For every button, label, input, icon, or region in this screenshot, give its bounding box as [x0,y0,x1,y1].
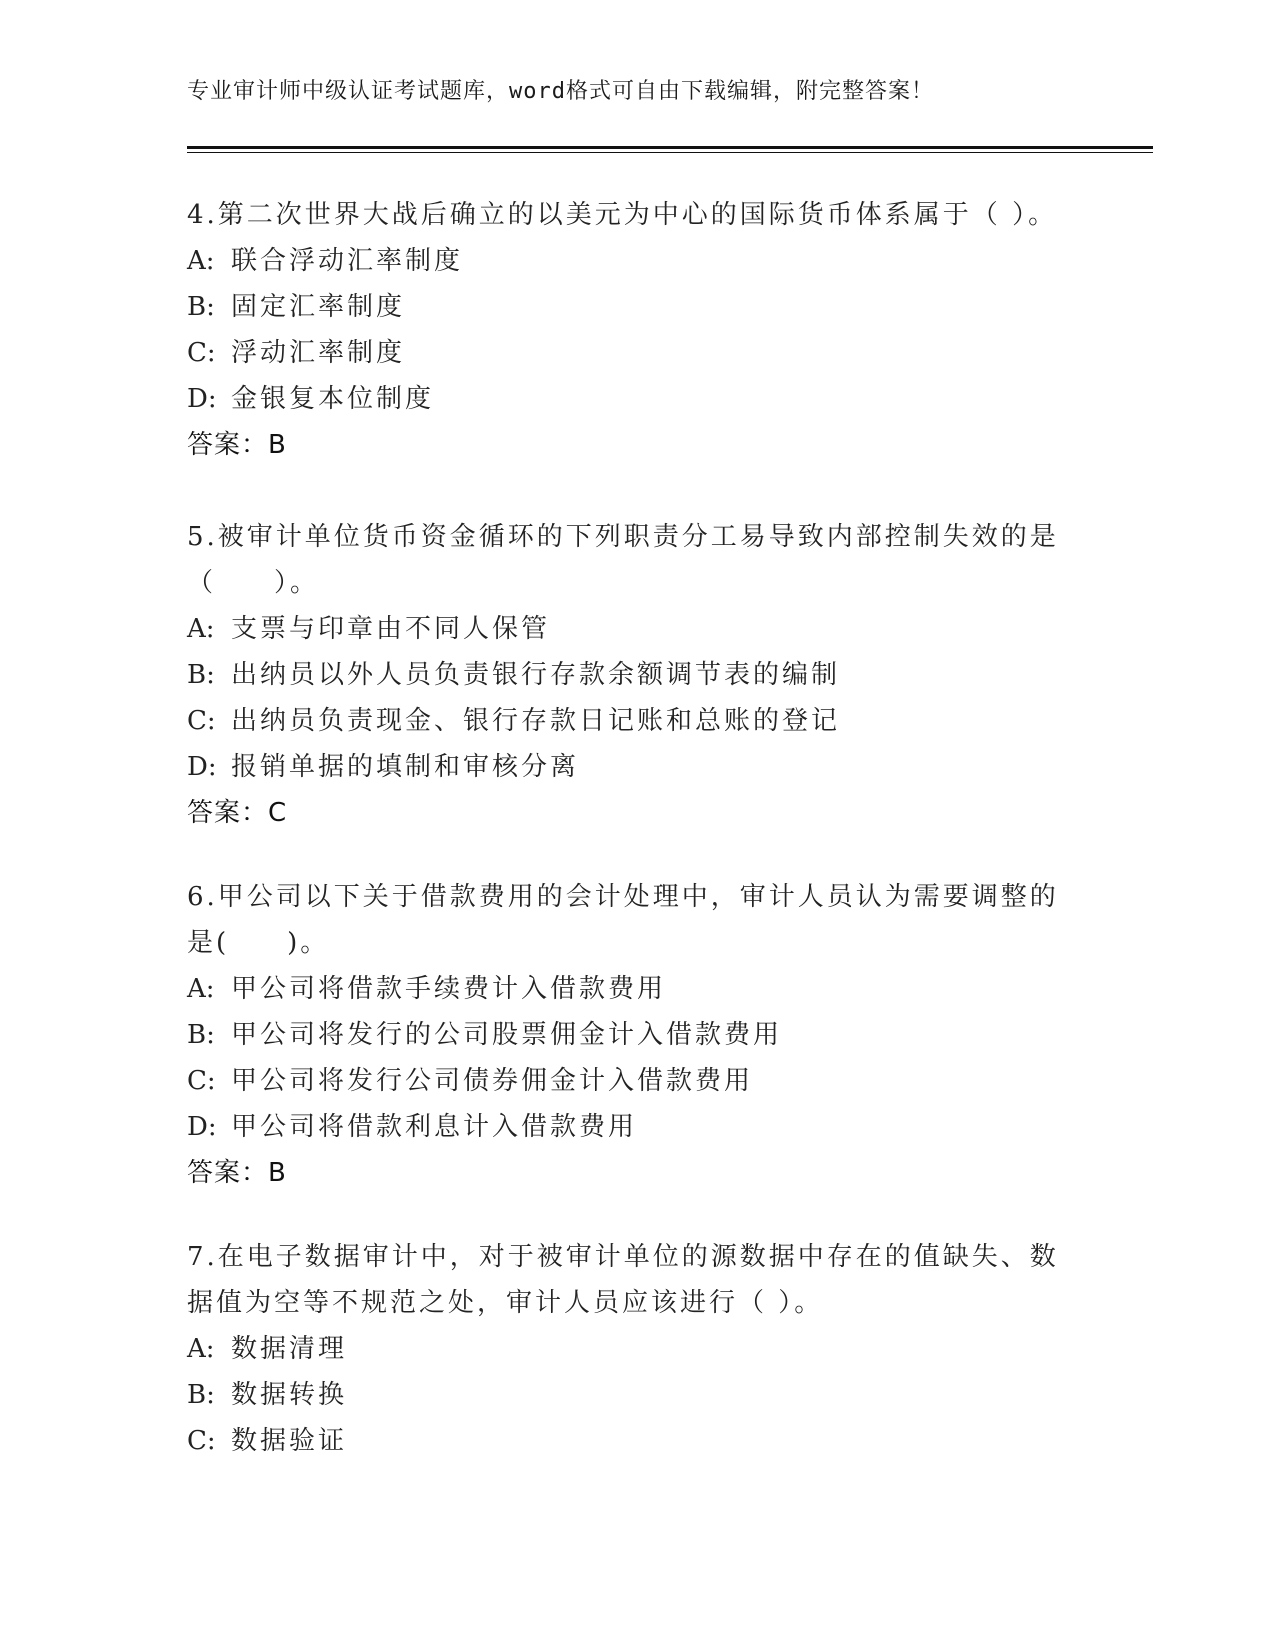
option-d [187,376,1067,422]
answer: 答案：C [187,798,288,828]
option-key: D: [187,1112,217,1142]
option-b [187,1372,1067,1418]
option-d [187,1104,1067,1150]
option-a [187,966,1067,1012]
option-key: A: [187,1334,215,1364]
option-text: 甲公司将发行的公司股票佣金计入借款费用 [231,1020,783,1050]
option-key: C: [187,1426,216,1456]
option-key: A: [187,974,215,1004]
option-text: 甲公司将借款手续费计入借款费用 [231,974,667,1004]
header-divider-thin [187,152,1153,153]
question-stem: 5.被审计单位货币资金循环的下列职责分工易导致内部控制失效的是（ ）。 [187,522,1059,598]
option-text: 联合浮动汇率制度 [231,246,464,276]
answer: 答案：B [187,1158,287,1188]
option-text: 出纳员负责现金、银行存款日记账和总账的登记 [231,706,841,736]
option-key: B: [187,660,215,690]
option-key: B: [187,292,215,322]
option-text: 数据清理 [231,1334,348,1364]
option-text: 数据验证 [231,1426,348,1456]
question-5 [187,514,1067,836]
option-key: A: [187,246,215,276]
question-stem: 6.甲公司以下关于借款费用的会计处理中，审计人员认为需要调整的是( )。 [187,882,1059,958]
option-text: 金银复本位制度 [231,384,435,414]
question-stem: 4.第二次世界大战后确立的以美元为中心的国际货币体系属于（ ）。 [187,200,1058,230]
question-7 [187,1234,1067,1464]
option-text: 甲公司将借款利息计入借款费用 [231,1112,638,1142]
option-key: C: [187,1066,216,1096]
option-key: D: [187,384,217,414]
option-b [187,1012,1067,1058]
question-6 [187,874,1067,1196]
option-key: C: [187,338,216,368]
question-4 [187,192,1067,468]
option-text: 浮动汇率制度 [231,338,406,368]
option-d [187,744,1067,790]
option-text: 数据转换 [231,1380,348,1410]
option-key: B: [187,1380,215,1410]
option-c [187,698,1067,744]
option-text: 出纳员以外人员负责银行存款余额调节表的编制 [231,660,841,690]
option-a [187,606,1067,652]
option-c [187,1418,1067,1464]
option-key: D: [187,752,217,782]
header-divider-thick [187,146,1153,149]
option-c [187,330,1067,376]
option-a [187,238,1067,284]
option-key: B: [187,1020,215,1050]
option-text: 固定汇率制度 [231,292,406,322]
option-text: 支票与印章由不同人保管 [231,614,551,644]
option-key: C: [187,706,216,736]
page-header: 专业审计师中级认证考试题库，word格式可自由下载编辑，附完整答案！ [187,79,934,104]
option-b [187,652,1067,698]
option-text: 甲公司将发行公司债券佣金计入借款费用 [231,1066,754,1096]
question-stem: 7.在电子数据审计中，对于被审计单位的源数据中存在的值缺失、数据值为空等不规范之处，审计人员应该进行（ ）。 [187,1242,1059,1318]
answer: 答案：B [187,430,287,460]
option-b [187,284,1067,330]
option-text: 报销单据的填制和审核分离 [231,752,580,782]
option-c [187,1058,1067,1104]
option-a [187,1326,1067,1372]
option-key: A: [187,614,215,644]
